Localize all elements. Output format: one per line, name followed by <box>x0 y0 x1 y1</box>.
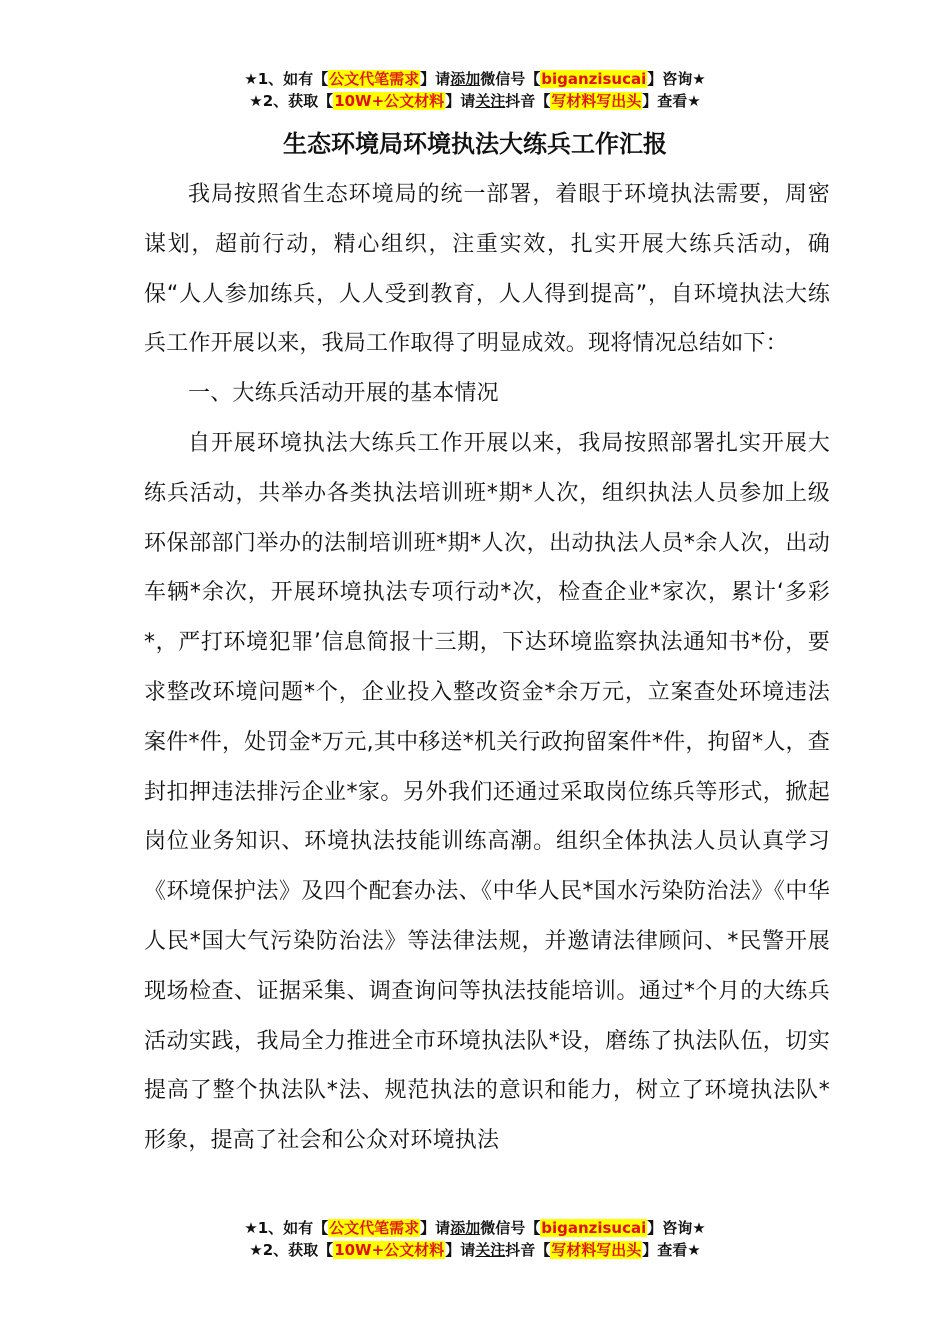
highlight-materials: 10W+公文材料 <box>334 1241 445 1259</box>
bottom-banner <box>0 1217 950 1261</box>
banner-line-1 <box>0 1217 950 1239</box>
banner-text: 】请 <box>420 70 451 88</box>
intro-paragraph: 我局按照省生态环境局的统一部署，着眼于环境执法需要，周密谋划，超前行动，精心组织，注重实效，扎实开展大练兵活动，确保“人人参加练兵，人人受到教育，人人得到提高”，自环境执法大练兵工作开展以来，我局工作取得了明显成效。现将情况总结如下： <box>144 182 830 357</box>
highlight-service: 公文代笔需求 <box>329 1219 420 1237</box>
banner-text: 抖音【 <box>505 92 551 110</box>
underlined-text: 关注 <box>475 92 506 110</box>
highlight-wechat-id: biganzisucai <box>541 70 647 88</box>
banner-text: 微信号【 <box>480 70 541 88</box>
banner-line-1 <box>0 68 950 90</box>
banner-text: 】咨询★ <box>647 1219 706 1237</box>
highlight-service: 公文代笔需求 <box>329 70 420 88</box>
document-title: 生态环境局环境执法大练兵工作汇报 <box>283 130 667 158</box>
banner-text: ★1、如有【 <box>244 70 329 88</box>
banner-text: ★2、获取【 <box>249 1241 334 1259</box>
body-paragraph: 自开展环境执法大练兵工作开展以来，我局按照部署扎实开展大练兵活动，共举办各类执法培训班*期*人次，组织执法人员参加上级环保部部门举办的法制培训班*期*人次，出动执法人员*余人次，出动车辆*余次，开展环境执法专项行动*次，检查企业*家次，累计‘多彩*，严打环境犯罪’信息简报十三期，下达环境监察执法通知书*份，要求整改环境问题*个，企业投入整改资金*余万元，立案查处环境违法案件*件，处罚金*万元,其中移送*机关行政拘留案件*件，拘留*人，查封扣押违法排污企业*家。另外我们还通过采取岗位练兵等形式，掀起岗位业务知识、环境执法技能训练高潮。组织全体执法人员认真学习《环境保护法》及四个配套办法、《中华人民*国水污染防治法》《中华人民*国大气污染防治法》等法律法规，并邀请法律顾问、*民警开展现场检查、证据采集、调查询问等执法技能培训。通过*个月的大练兵活动实践，我局全力推进全市环境执法队*设，磨练了执法队伍，切实提高了整个执法队*法、规范执法的意识和能力，树立了环境执法队*形象，提高了社会和公众对环境执法 <box>144 430 830 1154</box>
highlight-materials: 10W+公文材料 <box>334 92 445 110</box>
document-body <box>144 170 830 1166</box>
highlight-wechat-id: biganzisucai <box>541 1219 647 1237</box>
banner-line-2 <box>0 90 950 112</box>
banner-text: ★2、获取【 <box>249 92 334 110</box>
top-banner <box>0 68 950 112</box>
section-heading: 一、大练兵活动开展的基本情况 <box>188 381 499 407</box>
banner-text: ★1、如有【 <box>244 1219 329 1237</box>
banner-line-2 <box>0 1239 950 1261</box>
banner-text: 】请 <box>420 1219 451 1237</box>
banner-text: 】请 <box>445 1241 476 1259</box>
banner-text: 】查看★ <box>642 1241 701 1259</box>
underlined-text: 添加 <box>450 1219 481 1237</box>
banner-text: 微信号【 <box>480 1219 541 1237</box>
banner-text: 】咨询★ <box>647 70 706 88</box>
banner-text: 】查看★ <box>642 92 701 110</box>
banner-text: 】请 <box>445 92 476 110</box>
banner-text: 抖音【 <box>505 1241 551 1259</box>
highlight-douyin-id: 写材料写出头 <box>551 92 642 110</box>
underlined-text: 关注 <box>475 1241 506 1259</box>
underlined-text: 添加 <box>450 70 481 88</box>
highlight-douyin-id: 写材料写出头 <box>551 1241 642 1259</box>
